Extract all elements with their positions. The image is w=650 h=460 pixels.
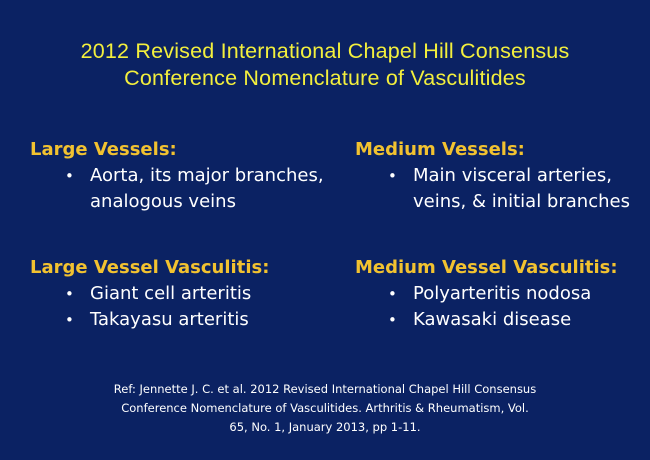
- section-heading: Large Vessels:: [30, 139, 177, 160]
- title-line-1: 2012 Revised International Chapel Hill Consensus: [80, 39, 570, 63]
- section-medium-vessels: [355, 137, 630, 215]
- list-item-text: Aorta, its major branches,: [90, 165, 324, 186]
- list-item: [385, 281, 618, 307]
- bullet-icon: •: [65, 311, 74, 329]
- list-item-continuation: veins, & initial branches: [413, 191, 630, 212]
- list-item: [62, 163, 324, 189]
- bullet-icon: •: [388, 285, 397, 303]
- list-item: [62, 281, 269, 307]
- bullet-icon: •: [388, 167, 397, 185]
- title-line-2: Conference Nomenclature of Vasculitides: [124, 66, 526, 90]
- list-item-text: Giant cell arteritis: [90, 283, 252, 304]
- bullet-icon: •: [65, 167, 74, 185]
- section-heading: Large Vessel Vasculitis:: [30, 257, 270, 278]
- list-item-continuation: analogous veins: [90, 191, 236, 212]
- section-large-vessel-vasculitis: [30, 255, 269, 333]
- list-item-text: Main visceral arteries,: [413, 165, 612, 186]
- reference-citation: [0, 380, 650, 437]
- section-heading: Medium Vessels:: [355, 139, 525, 160]
- section-large-vessels: [30, 137, 324, 215]
- list-item: [62, 307, 269, 333]
- list-item-text: Polyarteritis nodosa: [413, 283, 592, 304]
- list-item: [385, 307, 618, 333]
- list-item-text: Takayasu arteritis: [90, 309, 249, 330]
- reference-line-2: Conference Nomenclature of Vasculitides. Arthritis & Rheumatism, Vol.: [121, 401, 529, 415]
- section-medium-vessel-vasculitis: [355, 255, 618, 333]
- slide-title: [0, 38, 650, 92]
- reference-line-1: Ref: Jennette J. C. et al. 2012 Revised International Chapel Hill Consensus: [113, 382, 537, 396]
- bullet-icon: •: [65, 285, 74, 303]
- list-item: [385, 163, 630, 189]
- list-item-text: Kawasaki disease: [413, 309, 572, 330]
- section-heading: Medium Vessel Vasculitis:: [355, 257, 618, 278]
- reference-line-3: 65, No. 1, January 2013, pp 1-11.: [229, 420, 421, 434]
- bullet-icon: •: [388, 311, 397, 329]
